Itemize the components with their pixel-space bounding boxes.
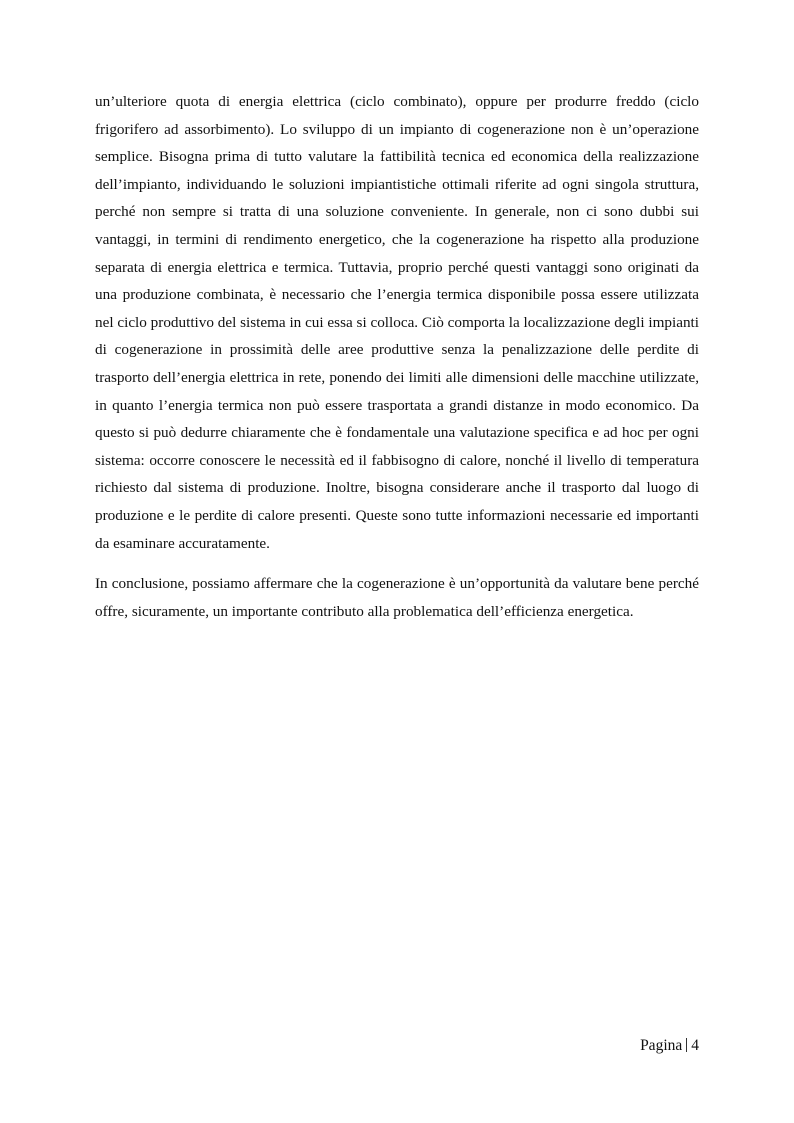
page-number: 4 (691, 1037, 699, 1054)
page-label: Pagina (640, 1037, 683, 1054)
body-text (95, 88, 699, 638)
footer-separator (686, 1038, 687, 1052)
paragraph-2: In conclusione, possiamo affermare che la cogenerazione è un’opportunità da valutare bene perché offre, sicuramente, un importante contributo alla problematica dell’efficienza energetica. (95, 575, 699, 620)
page-footer (640, 1037, 699, 1055)
paragraph-1: un’ulteriore quota di energia elettrica (ciclo combinato), oppure per produrre freddo (ciclo frigorifero ad assorbimento). Lo sviluppo di un impianto di cogenerazione non è un’operazione semplice. Bisogna prima di tutto valutare la fattibilità tecnica ed economica della realizzazione dell’impianto, individuando le soluzioni impiantistiche ottimali riferite ad ogni singola struttura, perché non sempre si tratta di una soluzione conveniente. In generale, non ci sono dubbi sui vantaggi, in termini di rendimento energetico, che la cogenerazione ha rispetto alla produzione separata di energia elettrica e termica. Tuttavia, proprio perché questi vantaggi sono originati da una produzione combinata, è necessario che l’energia termica disponibile possa essere utilizzata nel ciclo produttivo del sistema in cui essa si colloca. Ciò comporta la localizzazione degli impianti di cogenerazione in prossimità delle aree produttive senza la penalizzazione delle perdite di trasporto dell’energia elettrica in rete, ponendo dei limiti alle dimensioni delle macchine utilizzate, in quanto l’energia termica non può essere trasportata a grandi distanze in modo economico. Da questo si può dedurre chiaramente che è fondamentale una valutazione specifica e ad hoc per ogni sistema: occorre conoscere le necessità ed il fabbisogno di calore, nonché il livello di temperatura richiesto dal sistema di produzione. Inoltre, bisogna considerare anche il trasporto dal luogo di produzione e le perdite di calore presenti. Queste sono tutte informazioni necessarie ed importanti da esaminare accuratamente. (95, 93, 699, 552)
